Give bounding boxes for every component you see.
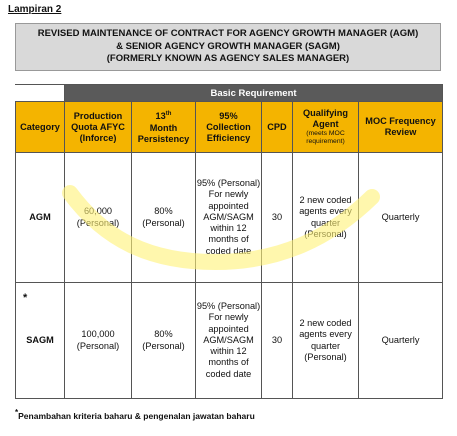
footnote-marker: * bbox=[15, 408, 19, 417]
footnote bbox=[15, 408, 255, 421]
header-category: Category bbox=[16, 102, 65, 153]
basic-requirement-header: Basic Requirement bbox=[65, 85, 443, 102]
cell-moc-frequency: Quarterly bbox=[359, 153, 443, 283]
cell-collection-efficiency: 95% (Personal) For newly appointed AGM/SAGM within 12 months of coded date bbox=[196, 283, 262, 399]
cell-persistency: 80% (Personal) bbox=[132, 283, 196, 399]
header-persistency-number: 13 bbox=[155, 111, 166, 122]
header-moc-frequency: MOC Frequency Review bbox=[359, 102, 443, 153]
cell-production-quota: 60,000 (Personal) bbox=[65, 153, 132, 283]
footnote-text: Penambahan kriteria baharu & pengenalan jawatan baharu bbox=[18, 410, 255, 421]
cell-category: AGM bbox=[16, 153, 65, 283]
new-criteria-marker: * bbox=[23, 292, 28, 304]
header-cpd: CPD bbox=[262, 102, 293, 153]
corner-cell bbox=[16, 85, 65, 102]
cell-production-quota: 100,000 (Personal) bbox=[65, 283, 132, 399]
cell-category-sagm bbox=[16, 283, 65, 399]
cell-cpd: 30 bbox=[262, 153, 293, 283]
cell-collection-efficiency: 95% (Personal) For newly appointed AGM/SAGM within 12 months of coded date bbox=[196, 153, 262, 283]
title-line-2: & SENIOR AGENCY GROWTH MANAGER (SAGM) bbox=[116, 40, 340, 52]
header-persistency-suffix: th bbox=[165, 111, 172, 118]
table-row-agm bbox=[16, 153, 443, 283]
cell-qualifying-agent: 2 new coded agents every quarter (Personal) bbox=[293, 153, 359, 283]
requirements-table bbox=[15, 84, 443, 399]
header-collection-efficiency: 95% Collection Efficiency bbox=[196, 102, 262, 153]
header-production-quota: Production Quota AFYC (Inforce) bbox=[65, 102, 132, 153]
cell-persistency: 80% (Personal) bbox=[132, 153, 196, 283]
lampiran-label: Lampiran 2 bbox=[8, 4, 62, 15]
cell-category: SAGM bbox=[26, 334, 54, 345]
header-persistency-label: Month Persistency bbox=[137, 122, 190, 144]
header-qualifying-label: Qualifying Agent bbox=[303, 108, 348, 129]
table-row-sagm bbox=[16, 283, 443, 399]
cell-cpd: 30 bbox=[262, 283, 293, 399]
header-qualifying-agent bbox=[293, 102, 359, 153]
header-qualifying-note: (meets MOC requirement) bbox=[306, 130, 345, 145]
cell-qualifying-agent: 2 new coded agents every quarter (Personal) bbox=[293, 283, 359, 399]
title-line-1: REVISED MAINTENANCE OF CONTRACT FOR AGENCY GROWTH MANAGER (AGM) bbox=[37, 28, 419, 40]
header-persistency bbox=[132, 102, 196, 153]
document-title bbox=[15, 23, 441, 71]
cell-moc-frequency: Quarterly bbox=[359, 283, 443, 399]
title-line-3: (FORMERLY KNOWN AS AGENCY SALES MANAGER) bbox=[106, 53, 350, 65]
